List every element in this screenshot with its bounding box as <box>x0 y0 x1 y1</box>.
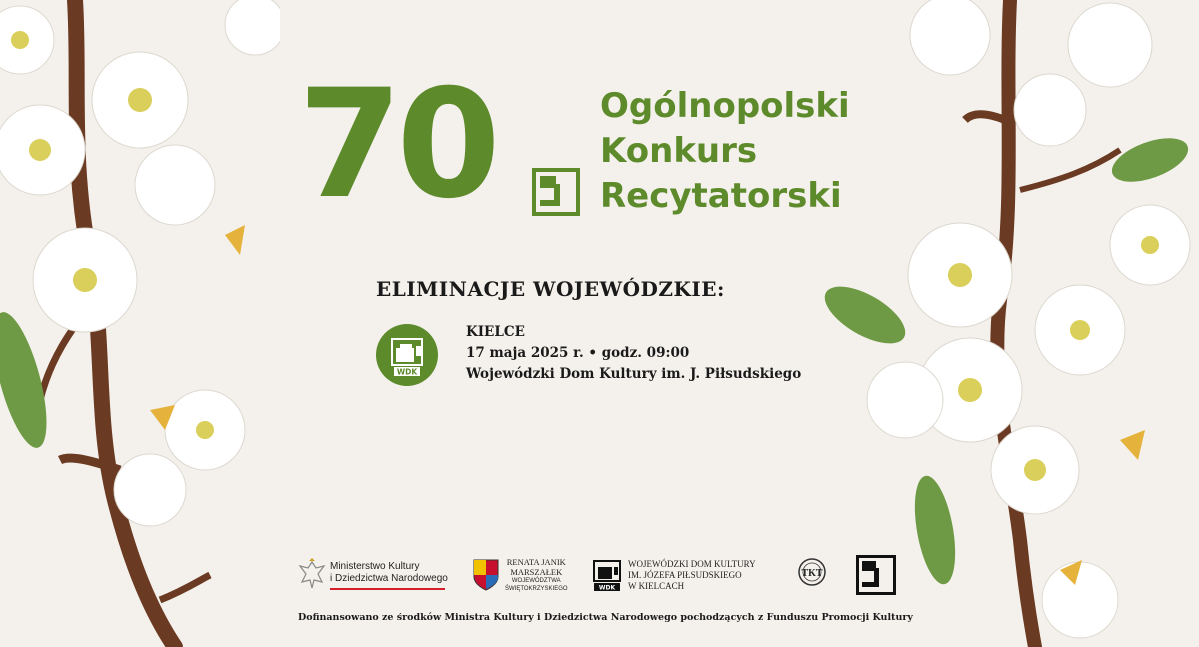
marshal-line-3: WOJEWÓDZTWA <box>511 578 561 584</box>
contest-logo-icon <box>532 168 580 216</box>
funding-note: Dofinansowano ze środków Ministra Kultury i Dziedzictwa Narodowego pochodzących z Funduszu Promocji Kultury <box>298 612 913 623</box>
event-venue: Wojewódzki Dom Kultury im. J. Piłsudskiego <box>466 366 802 382</box>
event-city: KIELCE <box>466 324 525 340</box>
marshal-line-1: RENATA JANIK <box>506 557 566 567</box>
event-date-time: 17 maja 2025 r. • godz. 09:00 <box>466 345 690 361</box>
right-blossom-branch-illustration <box>820 0 1199 647</box>
tkt-emblem-icon <box>797 558 827 592</box>
contest-title <box>600 84 850 219</box>
wdk-small-label: WDK <box>598 584 616 591</box>
wdk-line-1: WOJEWÓDZKI DOM KULTURY <box>628 558 756 569</box>
coat-of-arms-icon <box>473 559 499 591</box>
title-line-1: Ogólnopolski <box>600 86 850 126</box>
edition-number: 70 <box>298 58 495 232</box>
wdk-line-3: W KIELCACH <box>628 580 685 591</box>
ministry-name-line-2: i Dziedzictwa Narodowego <box>330 572 448 584</box>
wdk-line-2: IM. JÓZEFA PIŁSUDSKIEGO <box>628 569 742 580</box>
wdk-badge-icon <box>376 324 438 386</box>
section-heading: ELIMINACJE WOJEWÓDZKIE: <box>376 277 725 301</box>
ministry-logo <box>298 555 448 595</box>
wdk-building-icon <box>592 559 622 591</box>
marshal-line-2: MARSZAŁEK <box>510 567 563 577</box>
marshal-line-4: ŚWIĘTOKRZYSKIEGO <box>505 586 568 592</box>
tkt-logo <box>797 555 827 595</box>
marshal-logo <box>473 555 568 595</box>
title-line-2: Konkurs <box>600 131 758 171</box>
ministry-red-line <box>330 588 445 590</box>
wdk-badge-label: WDK <box>396 367 418 377</box>
ministry-name-line-1: Ministerstwo Kultury <box>330 560 420 572</box>
event-details <box>466 322 801 385</box>
contest-partner-logo <box>856 555 896 595</box>
contest-logo-black-icon <box>856 555 896 595</box>
title-line-3: Recytatorski <box>600 176 842 216</box>
tkt-label: TKT <box>801 568 823 579</box>
eagle-emblem-icon <box>298 558 326 592</box>
wdk-partner-logo <box>592 555 756 595</box>
left-blossom-branch-illustration <box>0 0 280 647</box>
